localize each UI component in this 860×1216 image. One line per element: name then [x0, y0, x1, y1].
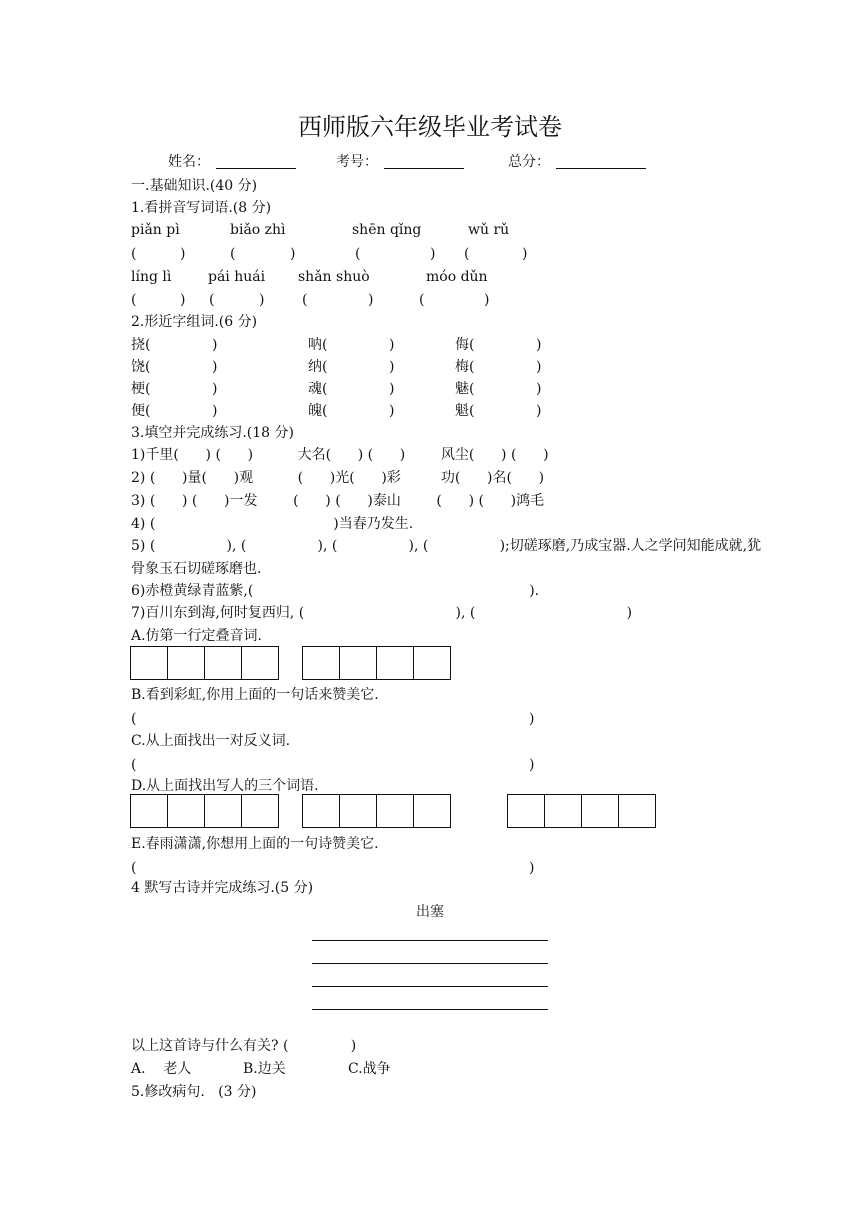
poem-line-blank[interactable] [312, 986, 548, 987]
grid-cell[interactable] [376, 794, 414, 828]
q1-heading: 1.看拼音写词语.(8 分) [131, 200, 272, 216]
grid-cell[interactable] [581, 794, 619, 828]
option-a: A. 老人 [131, 1061, 192, 1077]
grid-cell[interactable] [302, 646, 340, 680]
grid-cell[interactable] [339, 794, 377, 828]
q2-heading: 2.形近字组词.(6 分) [131, 314, 258, 330]
char-item: 挠( [131, 337, 151, 353]
word-grid-4[interactable] [302, 794, 450, 828]
option-b: B.边关 [243, 1061, 286, 1077]
answer-paren-close: ) [180, 292, 186, 308]
char-close: ) [389, 359, 395, 375]
q3-c-label: C.从上面找出一对反义词. [131, 733, 291, 749]
char-item: 侮( [455, 337, 475, 353]
grid-cell[interactable] [618, 794, 656, 828]
answer-paren-close: ) [529, 711, 535, 727]
q4-question: 以上这首诗与什么有关? ( ) [131, 1038, 357, 1054]
poem-line-blank[interactable] [312, 1009, 548, 1010]
section1-heading: 一.基础知识.(40 分) [131, 178, 258, 194]
grid-cell[interactable] [376, 646, 414, 680]
word-grid-1[interactable] [130, 646, 278, 680]
grid-cell[interactable] [241, 794, 279, 828]
pinyin-item: pái huái [208, 269, 266, 285]
grid-cell[interactable] [339, 646, 377, 680]
q3-b-label: B.看到彩虹,你用上面的一句话来赞美它. [131, 687, 379, 703]
poem-line-blank[interactable] [312, 940, 548, 941]
pinyin-item: shēn qǐng [352, 222, 422, 238]
q4-heading: 4 默写古诗并完成练习.(5 分) [131, 880, 314, 896]
q3-heading: 3.填空并完成练习.(18 分) [131, 425, 294, 441]
name-blank[interactable] [216, 168, 296, 169]
grid-cell[interactable] [241, 646, 279, 680]
char-close: ) [536, 403, 542, 419]
char-close: ) [536, 381, 542, 397]
poem-title: 出塞 [416, 904, 444, 920]
exam-no-label: 考号： [336, 154, 378, 170]
pinyin-item: móo dǔn [426, 269, 488, 285]
answer-paren-close: ) [430, 246, 436, 262]
q3-line: 1)千里( ) ( ) 大名( ) ( ) 风尘( ) ( ) [131, 447, 549, 463]
char-close: ) [536, 337, 542, 353]
grid-cell[interactable] [167, 794, 205, 828]
option-c: C.战争 [348, 1061, 391, 1077]
char-item: 梅( [455, 359, 475, 375]
char-item: 呐( [308, 337, 328, 353]
answer-paren-close: ) [529, 757, 535, 773]
grid-cell[interactable] [204, 794, 242, 828]
total-blank[interactable] [556, 168, 646, 169]
answer-paren-open: ( [464, 246, 470, 262]
grid-cell[interactable] [130, 646, 168, 680]
answer-paren-open: ( [131, 292, 137, 308]
grid-cell[interactable] [544, 794, 582, 828]
char-close: ) [389, 403, 395, 419]
char-close: ) [212, 337, 218, 353]
answer-paren-open: ( [209, 292, 215, 308]
exam-title: 西师版六年级毕业考试卷 [298, 113, 562, 141]
char-item: 饶( [131, 359, 151, 375]
q3-line: 2) ( )量( )观 ( )光( )彩 功( )名( ) [131, 470, 545, 486]
word-grid-2[interactable] [302, 646, 450, 680]
answer-paren-close: ) [180, 246, 186, 262]
char-close: ) [389, 337, 395, 353]
pinyin-item: líng lì [131, 269, 172, 285]
q3-e-label: E.春雨潇潇,你想用上面的一句诗赞美它. [131, 836, 379, 852]
char-item: 魁( [455, 403, 475, 419]
grid-cell[interactable] [302, 794, 340, 828]
q3-line: 7)百川东到海,何时复西归, ( ), ( ) [131, 605, 633, 621]
q3-line: 5) ( ), ( ), ( ), ( );切磋琢磨,乃成宝器.人之学问知能成就,犹 [131, 538, 762, 554]
pinyin-item: wǔ rǔ [468, 222, 510, 238]
answer-paren-open: ( [355, 246, 361, 262]
q5-heading: 5.修改病句. (3 分) [131, 1084, 257, 1100]
answer-paren-close: ) [522, 246, 528, 262]
answer-paren-open: ( [230, 246, 236, 262]
answer-paren-open: ( [131, 246, 137, 262]
answer-paren-open: ( [419, 292, 425, 308]
grid-cell[interactable] [204, 646, 242, 680]
word-grid-3[interactable] [130, 794, 278, 828]
name-label: 姓名： [168, 154, 210, 170]
answer-paren-close: ) [529, 860, 535, 876]
char-close: ) [212, 359, 218, 375]
char-item: 梗( [131, 381, 151, 397]
char-item: 魅( [455, 381, 475, 397]
grid-cell[interactable] [130, 794, 168, 828]
pinyin-item: piǎn pì [131, 222, 180, 238]
word-grid-5[interactable] [507, 794, 655, 828]
char-item: 魄( [308, 403, 328, 419]
poem-line-blank[interactable] [312, 963, 548, 964]
exam-no-blank[interactable] [384, 168, 464, 169]
answer-paren-open: ( [131, 860, 137, 876]
char-item: 便( [131, 403, 151, 419]
q3-line: 骨象玉石切磋琢磨也. [131, 561, 262, 577]
q3-line: 6)赤橙黄绿青蓝紫,( ). [131, 583, 540, 599]
answer-paren-open: ( [302, 292, 308, 308]
char-item: 魂( [308, 381, 328, 397]
grid-cell[interactable] [167, 646, 205, 680]
q3-d-label: D.从上面找出写人的三个词语. [131, 778, 319, 794]
grid-cell[interactable] [507, 794, 545, 828]
pinyin-item: biǎo zhì [230, 222, 286, 238]
grid-cell[interactable] [413, 794, 451, 828]
char-close: ) [536, 359, 542, 375]
pinyin-item: shǎn shuò [298, 269, 370, 285]
answer-paren-close: ) [290, 246, 296, 262]
answer-paren-close: ) [368, 292, 374, 308]
answer-paren-open: ( [131, 757, 137, 773]
total-label: 总分： [508, 154, 550, 170]
char-item: 纳( [308, 359, 328, 375]
answer-paren-close: ) [259, 292, 265, 308]
char-close: ) [212, 403, 218, 419]
q3-a-label: A.仿第一行定叠音词. [131, 628, 263, 644]
answer-paren-close: ) [484, 292, 490, 308]
char-close: ) [212, 381, 218, 397]
q3-line: 3) ( ) ( )一发 ( ) ( )泰山 ( ) ( )鸿毛 [131, 493, 545, 509]
char-close: ) [389, 381, 395, 397]
answer-paren-open: ( [131, 711, 137, 727]
grid-cell[interactable] [413, 646, 451, 680]
q3-line: 4) ( )当春乃发生. [131, 516, 414, 532]
